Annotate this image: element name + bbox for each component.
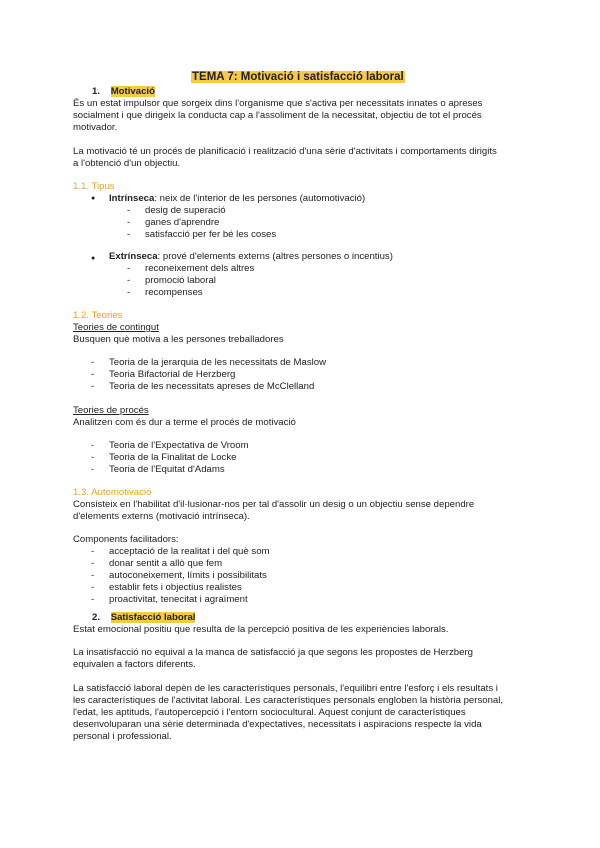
extrinsic-item: reconeixement dels altres xyxy=(145,263,255,274)
components-title: Components facilitadors: xyxy=(73,534,179,545)
dash-icon: - xyxy=(91,546,95,557)
extrinsic-line xyxy=(109,251,393,263)
dash-icon: - xyxy=(127,263,131,274)
s1-p2-line-1: La motivació té un procés de planificació i realització d'una sèrie d'activitats i comportaments dirigits xyxy=(73,146,497,157)
dash-icon: - xyxy=(91,570,95,581)
dash-icon: - xyxy=(127,229,131,240)
dash-icon: - xyxy=(91,582,95,593)
s1-p1-line-3: motivador. xyxy=(73,122,118,133)
s1-p1-line-1: És un estat impulsor que sorgeix dins l'organisme que s'activa per necessitats innates o apreses xyxy=(73,98,483,109)
component-item: establir fets i objectius realistes xyxy=(109,582,242,593)
bullet-dot-icon: ● xyxy=(91,195,96,202)
subsection-1-3-heading: 1.3. Automotivació xyxy=(73,487,152,498)
content-theories-title: Teories de contingut xyxy=(73,322,159,333)
s2-p3-line-5: personal i professional. xyxy=(73,731,172,742)
dash-icon: - xyxy=(127,275,131,286)
content-theory-item: Teoria Bifactorial de Herzberg xyxy=(109,369,236,380)
s2-p1: Estat emocional positiu que resulta de la percepció positiva de les experiències laborals. xyxy=(73,624,449,635)
intrinsic-item: desig de superació xyxy=(145,205,226,216)
intrinsic-desc: : neix de l'interior de les persones (automotivació) xyxy=(154,193,366,204)
dash-icon: - xyxy=(91,558,95,569)
dash-icon: - xyxy=(91,381,95,392)
page-title-text: TEMA 7: Motivació i satisfacció laboral xyxy=(192,71,404,83)
component-item: proactivitat, tenecitat i agraïment xyxy=(109,594,248,605)
s13-p-line-2: d'elements externs (motivació intrínseca). xyxy=(73,511,250,522)
page-title xyxy=(191,71,405,84)
s1-p2-line-2: a l'obtenció d'un objectiu. xyxy=(73,158,181,169)
s1-p1-line-2: socialment i que dirigeix la conducta cap a l'assoliment de la necessitat, objectiu de tot el procés xyxy=(73,110,482,121)
dash-icon: - xyxy=(91,452,95,463)
intrinsic-line xyxy=(109,193,365,205)
dash-icon: - xyxy=(91,464,95,475)
s2-p3-line-1: La satisfacció laboral depèn de les característiques personals, l'equilibri entre l'esforç i els resultats i xyxy=(73,683,498,694)
section-1-number: 1. xyxy=(92,86,101,97)
process-theory-item: Teoria de l'Expectativa de Vroom xyxy=(109,440,249,451)
s2-p3-line-2: les característiques de l'activitat laboral. Les característiques personals engloben la història personal, xyxy=(73,695,504,706)
content-theories-desc: Busquen què motiva a les persones treballadores xyxy=(73,334,284,345)
s13-p-line-1: Consisteix en l'habilitat d'il·lusionar-nos per tal d'assolir un desig o un objectiu sense dependre xyxy=(73,499,475,510)
process-theories-title: Teories de procés xyxy=(73,405,149,416)
section-1-heading xyxy=(92,86,155,98)
s2-p2-line-1: La insatisfacció no equival a la manca de satisfacció ja que segons les propostes de Herzberg xyxy=(73,647,473,658)
dash-icon: - xyxy=(91,594,95,605)
s2-p2-line-2: equivalen a factors diferents. xyxy=(73,659,196,670)
section-2-heading xyxy=(92,612,195,624)
extrinsic-item: promoció laboral xyxy=(145,275,216,286)
subsection-1-1-heading: 1.1. Tipus xyxy=(73,181,115,192)
s2-p3-line-3: l'edat, les aptituds, l'autopercepció i l'entorn sociocultural. Aquest conjunt de característiques xyxy=(73,707,466,718)
subsection-1-2-heading: 1.2. Teories xyxy=(73,310,123,321)
s2-p3-line-4: desenvoluparan una sèrie determinada d'expectatives, necessitats i aspiracions respecte la vida xyxy=(73,719,482,730)
section-1-title: Motivació xyxy=(110,86,155,97)
process-theories-desc: Analitzen com és dur a terme el procés de motivació xyxy=(73,417,296,428)
dash-icon: - xyxy=(127,217,131,228)
dash-icon: - xyxy=(91,440,95,451)
component-item: acceptació de la realitat i del què som xyxy=(109,546,270,557)
section-2-number: 2. xyxy=(92,612,101,623)
dash-icon: - xyxy=(127,205,131,216)
bullet-dot-icon: ● xyxy=(91,255,96,262)
content-theory-item: Teoria de les necessitats apreses de McClelland xyxy=(109,381,315,392)
component-item: donar sentit a allò que fem xyxy=(109,558,223,569)
intrinsic-term: Intrínseca xyxy=(109,193,155,204)
component-item: autoconeixement, límits i possibilitats xyxy=(109,570,267,581)
intrinsic-item: ganes d'aprendre xyxy=(145,217,220,228)
process-theory-item: Teoria de l'Equitat d'Adams xyxy=(109,464,225,475)
extrinsic-term: Extrínseca xyxy=(109,251,158,262)
section-2-title: Satisfacció laboral xyxy=(110,612,196,623)
dash-icon: - xyxy=(91,369,95,380)
content-theory-item: Teoria de la jerarquia de les necessitats de Maslow xyxy=(109,357,327,368)
extrinsic-item: recompenses xyxy=(145,287,203,298)
extrinsic-desc: : prové d'elements externs (altres persones o incentius) xyxy=(157,251,393,262)
intrinsic-item: satisfacció per fer bé les coses xyxy=(145,229,277,240)
dash-icon: - xyxy=(91,357,95,368)
dash-icon: - xyxy=(127,287,131,298)
process-theory-item: Teoria de la Finalitat de Locke xyxy=(109,452,237,463)
